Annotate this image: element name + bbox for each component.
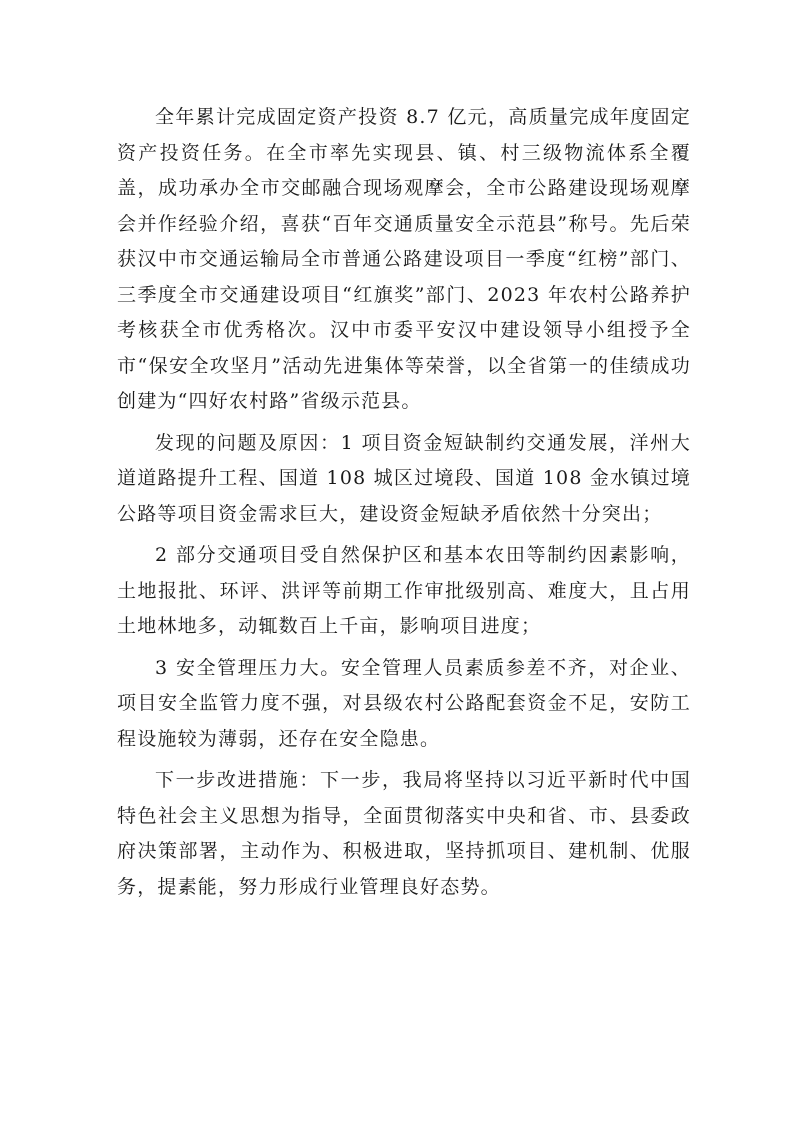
paragraph-next-steps: 下一步改进措施：下一步，我局将坚持以习近平新时代中国特色社会主义思想为指导，全面贯彻落实中央和省、市、县委政府决策部署，主动作为、积极进取，坚持抓项目、建机制、优服务，提素能，努力形成行业管理良好态势。 bbox=[117, 769, 691, 898]
paragraph-problems-funding: 发现的问题及原因：1 项目资金短缺制约交通发展，洋州大道道路提升工程、国道 108 城区过境段、国道 108 金水镇过境公路等项目资金需求巨大，建设资金短缺矛盾依然十分突出； bbox=[117, 431, 691, 525]
document-body bbox=[117, 100, 691, 911]
paragraph-problems-safety: 3 安全管理压力大。安全管理人员素质参差不齐，对企业、项目安全监管力度不强，对县级农村公路配套资金不足，安防工程设施较为薄弱，还存在安全隐患。 bbox=[117, 656, 691, 750]
paragraph-problems-land: 2 部分交通项目受自然保护区和基本农田等制约因素影响，土地报批、环评、洪评等前期工作审批级别高、难度大，且占用土地林地多，动辄数百上千亩，影响项目进度； bbox=[117, 544, 691, 637]
paragraph-achievements: 全年累计完成固定资产投资 8.7 亿元，高质量完成年度固定资产投资任务。在全市率先实现县、镇、村三级物流体系全覆盖，成功承办全市交邮融合现场观摩会，全市公路建设现场观摩会并作经验介绍，喜获“百年交通质量安全示范县”称号。先后荣获汉中市交通运输局全市普通公路建设项目一季度“红榜”部门、三季度全市交通建设项目“红旗奖”部门、2023 年农村公路养护考核获全市优秀格次。汉中市委平安汉中建设领导小组授予全市“保安全攻坚月”活动先进集体等荣誉，以全省第一的佳绩成功创建为“四好农村路”省级示范县。 bbox=[117, 106, 691, 412]
